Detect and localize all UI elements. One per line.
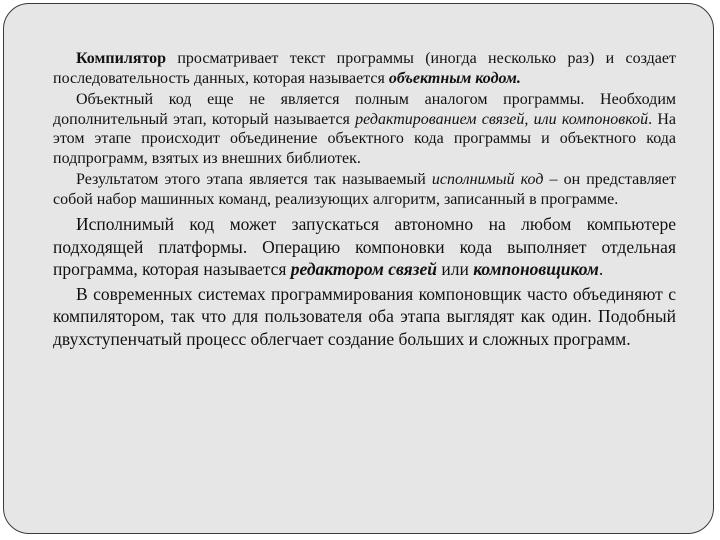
slide-frame [3, 3, 714, 534]
paragraph-executable [53, 213, 676, 281]
paragraph-compiler [53, 49, 676, 88]
text-block [53, 49, 676, 350]
term-executable-code: исполнимый код [431, 171, 544, 188]
paragraph-text: или [436, 259, 474, 279]
term-compiler: Компилятор [76, 50, 167, 67]
paragraph-text: – он представляет собой набор машинных команд, реализующих алгоритм, записанный в программе. [53, 171, 677, 208]
paragraph-modern-systems [53, 283, 676, 351]
paragraph-text: В современных системах программирования компоновщик часто объединяют с компилятором, так что для пользователя оба этапа выглядят как один. Подобный двухступенчатый процесс облегчает создание больших и сложных программ. [53, 283, 676, 349]
paragraph-result [53, 170, 676, 209]
paragraph-text: . [598, 259, 604, 279]
paragraph-text: . На этом этапе происходит объединение объектного кода программы и объектного кода подпрограмм, взятых из внешних библиотек. [53, 110, 677, 167]
paragraph-text: просматривает текст программы (иногда несколько раз) и создает последовательность данных, которая называется [53, 50, 676, 87]
paragraph-text: Объектный код еще не является полным аналогом программы. Необходим дополнительный этап, который называется [53, 91, 676, 128]
paragraph-object-code [53, 90, 676, 168]
term-linking: редактированием связей, или компоновкой [355, 110, 649, 128]
term-linker: компоновщиком [473, 259, 599, 279]
paragraph-text: Результатом этого этапа является так называемый [76, 171, 432, 188]
term-link-editor: редактором связей [290, 259, 437, 279]
paragraph-text: Исполнимый код может запускаться автономно на любом компьютере подходящей платформы. Операцию компоновки кода выполняет отдельная программа, которая называется [53, 214, 676, 279]
term-object-code: объектным кодом. [388, 69, 521, 87]
